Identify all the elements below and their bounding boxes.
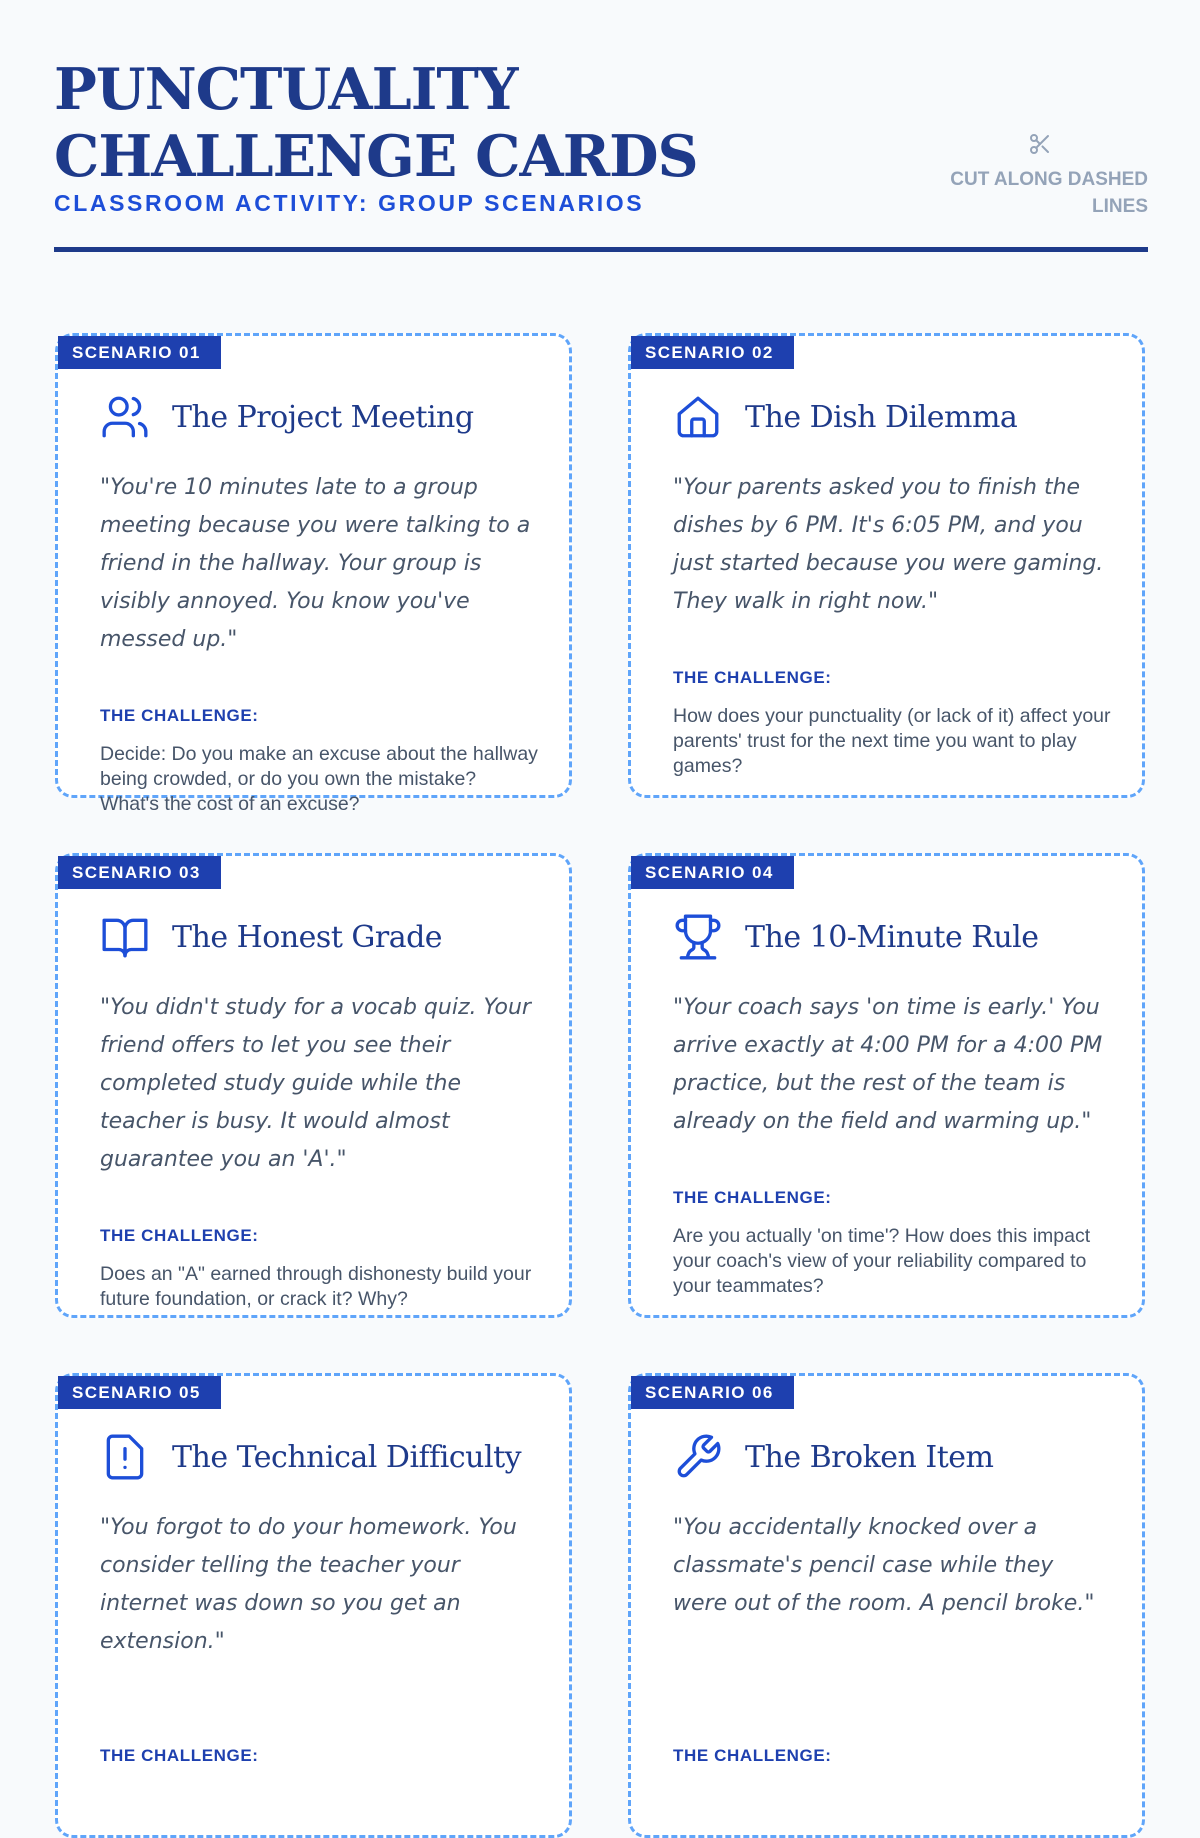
trophy-icon: [673, 912, 723, 962]
wrench-icon: [673, 1432, 723, 1482]
scenario-quote: "You forgot to do your homework. You consider telling the teacher your internet was down so you get an extension.": [100, 1515, 517, 1654]
scenario-badge: SCENARIO 01: [58, 336, 221, 369]
scenario-quote: "Your coach says 'on time is early.' You arrive exactly at 4:00 PM for a 4:00 PM practice, but the rest of the team is already on the field and warming up.": [673, 995, 1103, 1134]
scenario-badge: SCENARIO 06: [631, 1376, 794, 1409]
card-title: The Technical Difficulty: [172, 1439, 522, 1475]
card-title: The Broken Item: [745, 1439, 994, 1475]
challenge-label: THE CHALLENGE:: [100, 1746, 259, 1765]
scenario-badge: SCENARIO 04: [631, 856, 794, 889]
challenge-label: THE CHALLENGE:: [673, 1746, 832, 1765]
scenario-quote: "You didn't study for a vocab quiz. Your friend offers to let you see their completed study guide while the teacher is busy. It would almost guarantee you an 'A'.": [100, 995, 531, 1172]
page-header: [54, 56, 1148, 252]
scenario-quote: "Your parents asked you to finish the dishes by 6 PM. It's 6:05 PM, and you just started because you were gaming. They walk in right now.": [673, 475, 1104, 614]
scissors-icon: [918, 132, 1148, 166]
scenario-badge: SCENARIO 03: [58, 856, 221, 889]
cut-note-text: CUT ALONG DASHED LINES: [950, 169, 1148, 217]
challenge-text: How does your punctuality (or lack of it) affect your parents' trust for the next time you want to play games?: [673, 705, 1111, 777]
book-icon: [100, 912, 150, 962]
cut-note: [918, 132, 1148, 220]
alert-file-icon: [100, 1432, 150, 1482]
scenario-quote: "You accidentally knocked over a classmate's pencil case while they were out of the room. A pencil broke.": [673, 1515, 1095, 1616]
scenario-card-05: [55, 1373, 572, 1838]
page-subtitle: CLASSROOM ACTIVITY: GROUP SCENARIOS: [54, 190, 645, 216]
page-title: PUNCTUALITY CHALLENGE CARDS: [54, 56, 698, 190]
card-title: The Dish Dilemma: [745, 399, 1018, 435]
challenge-label: THE CHALLENGE:: [100, 706, 259, 725]
scenario-card-02: [628, 333, 1145, 798]
scenario-quote: "You're 10 minutes late to a group meeting because you were talking to a friend in the hallway. Your group is visibly annoyed. You know you've messed up.": [100, 475, 531, 652]
scenario-card-06: [628, 1373, 1145, 1838]
scenario-card-04: [628, 853, 1145, 1318]
challenge-label: THE CHALLENGE:: [100, 1226, 259, 1245]
challenge-text: Does an "A" earned through dishonesty build your future foundation, or crack it? Why?: [100, 1263, 532, 1310]
scenario-card-01: [55, 333, 572, 815]
card-title: The Honest Grade: [172, 919, 443, 955]
card-title: The Project Meeting: [172, 399, 474, 435]
challenge-label: THE CHALLENGE:: [673, 1188, 832, 1207]
scenario-card-03: [55, 853, 572, 1318]
challenge-label: THE CHALLENGE:: [673, 668, 832, 687]
card-title: The 10-Minute Rule: [745, 919, 1039, 955]
users-icon: [100, 392, 150, 442]
challenge-text: Decide: Do you make an excuse about the hallway being crowded, or do you own the mistake? What's the cost of an excuse?: [100, 743, 538, 815]
challenge-text: Are you actually 'on time'? How does this impact your coach's view of your reliability compared to your teammates?: [673, 1225, 1091, 1297]
scenario-badge: SCENARIO 02: [631, 336, 794, 369]
home-icon: [673, 392, 723, 442]
scenario-badge: SCENARIO 05: [58, 1376, 221, 1409]
